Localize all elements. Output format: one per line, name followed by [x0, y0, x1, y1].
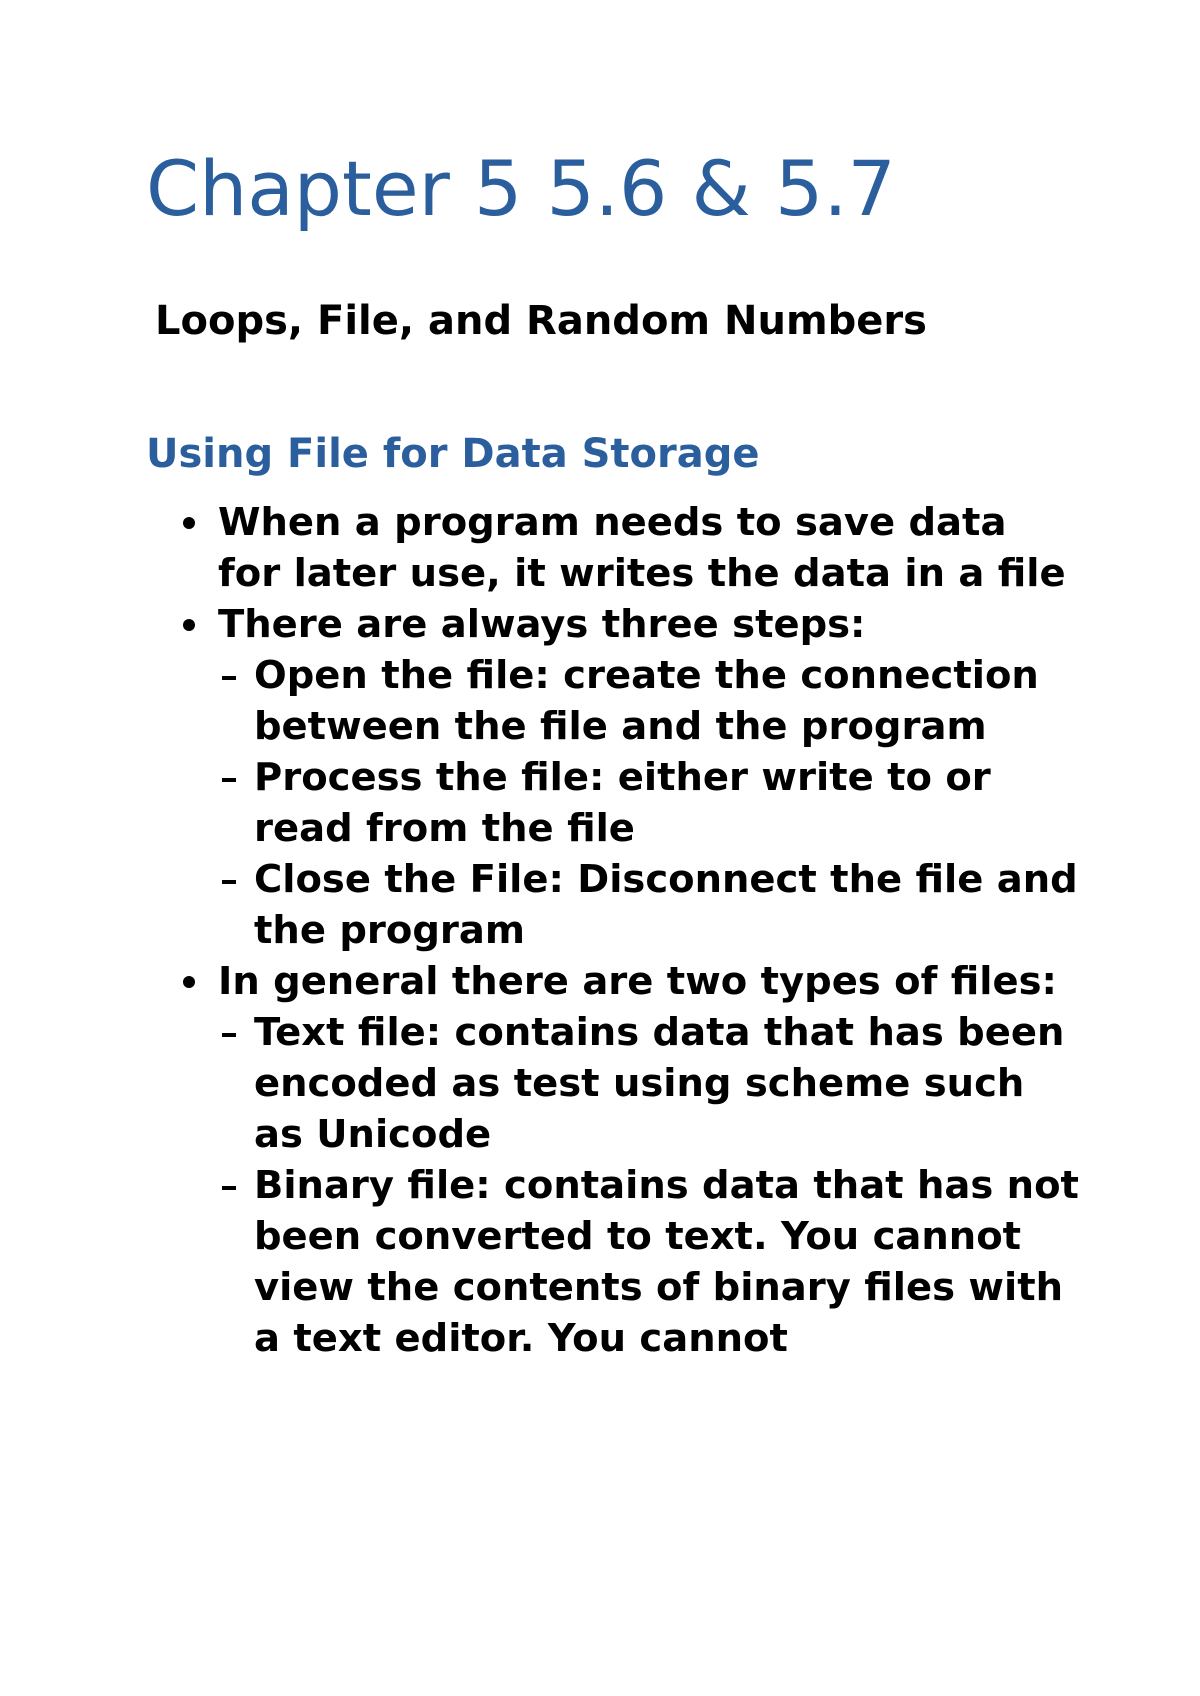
sub-item-text: Close the File: Disconnect the file and the program [254, 857, 1078, 953]
chapter-subtitle: Loops, File, and Random Numbers [155, 298, 927, 344]
sub-item-text: Text file: contains data that has been encoded as test using scheme such as Unicode [254, 1010, 1065, 1157]
section-heading: Using File for Data Storage [146, 431, 760, 477]
steps-sub-list [218, 650, 1078, 956]
sub-item-text: Process the file: either write to or read from the file [254, 755, 991, 851]
bullet-text: In general there are two types of files: [218, 959, 1057, 1004]
sub-item-close-file [218, 854, 1084, 956]
bullet-item-save-data [0, 497, 1078, 599]
sub-item-binary-file [218, 1160, 1084, 1364]
chapter-title: Chapter 5 5.6 & 5.7 [146, 144, 896, 233]
sub-item-text: Binary file: contains data that has not been converted to text. You cannot view the contents of binary files with a text editor. You cannot [254, 1163, 1079, 1361]
file-types-sub-list [218, 1007, 1078, 1364]
sub-item-open-file [218, 650, 1084, 752]
bullet-text: There are always three steps: [218, 602, 866, 647]
sub-item-process-file [218, 752, 1084, 854]
bullet-item-three-steps [0, 599, 1078, 956]
bullet-item-file-types [0, 956, 1078, 1364]
sub-item-text: Open the file: create the connection between the file and the program [254, 653, 1039, 749]
sub-item-text-file [218, 1007, 1084, 1160]
bullet-list [0, 497, 1200, 1364]
bullet-text: When a program needs to save data for later use, it writes the data in a file [218, 500, 1066, 596]
